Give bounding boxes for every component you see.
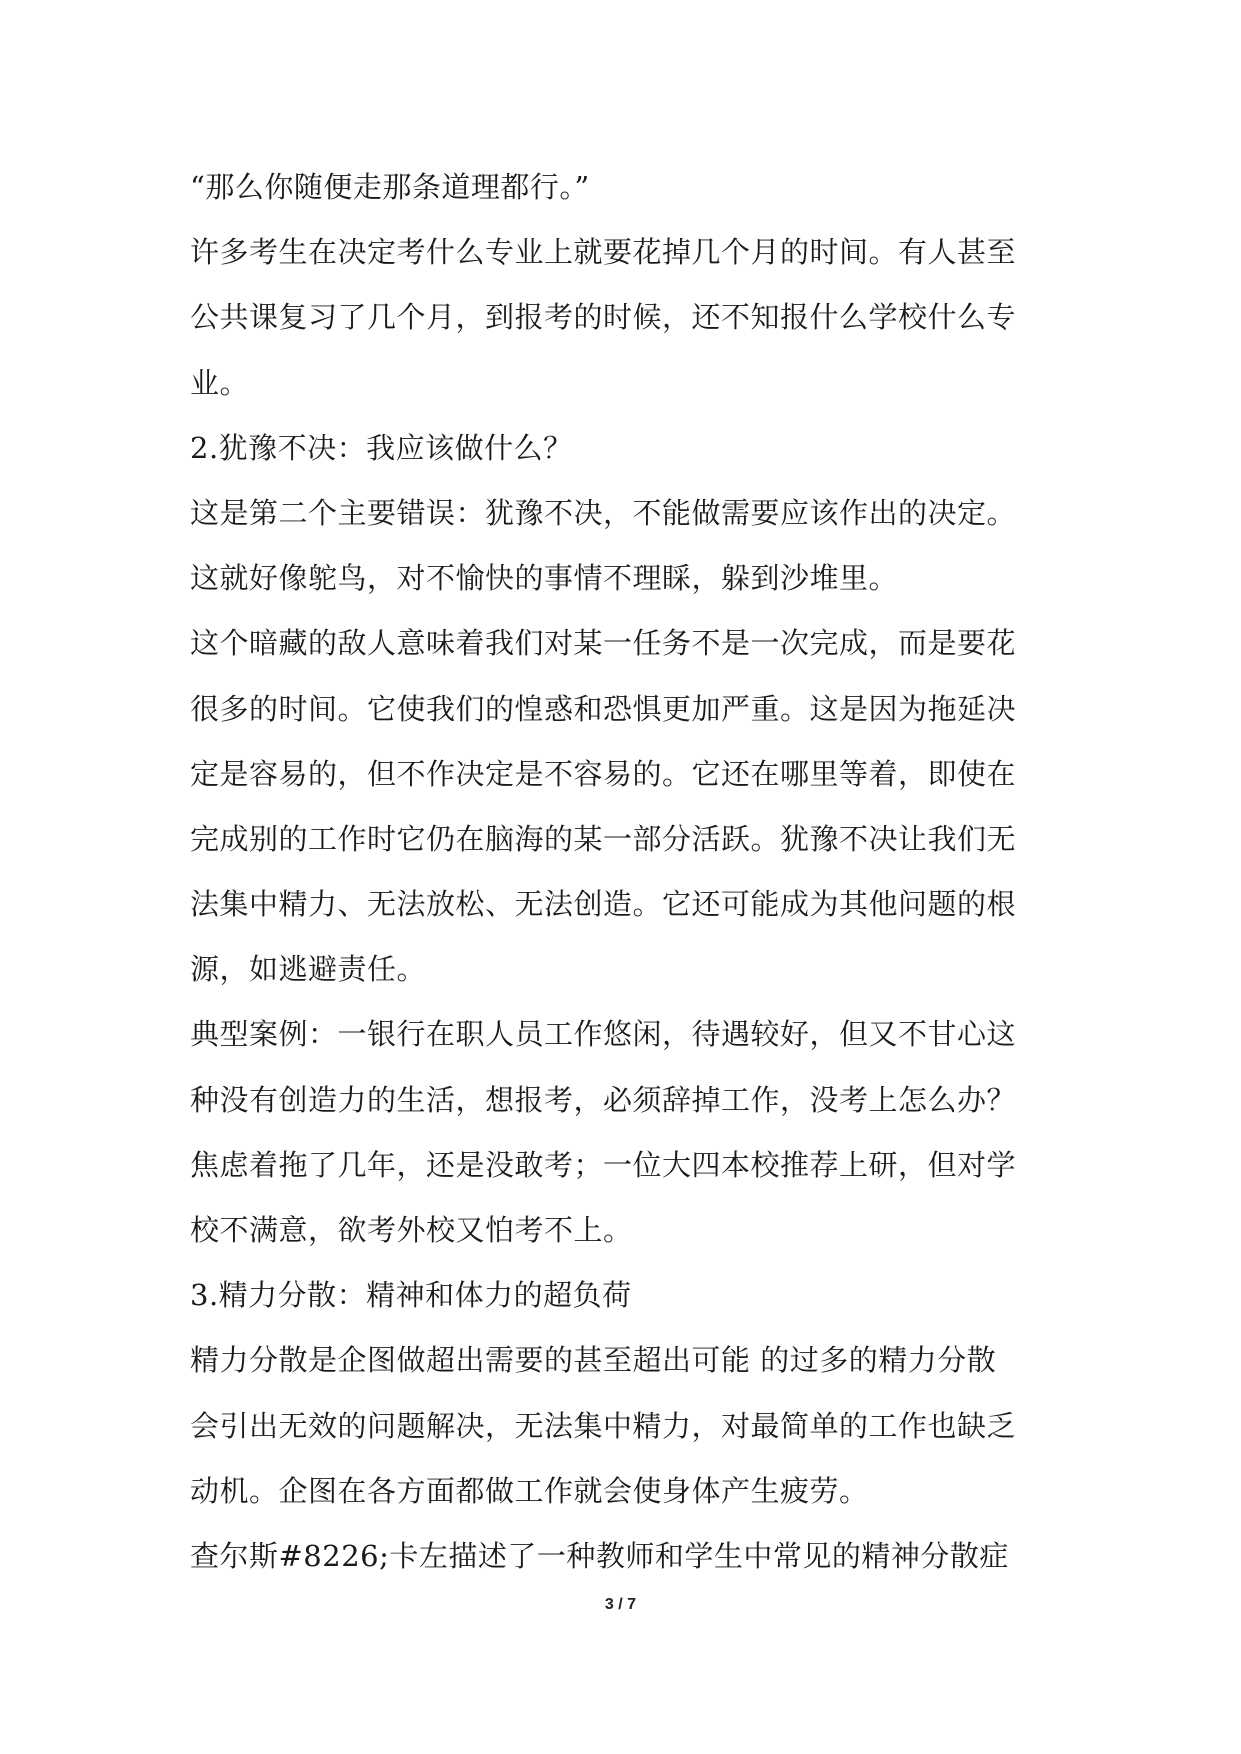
text-line: 源，如逃避责任。 [190, 952, 427, 987]
text-line: 查尔斯#8226;卡左描述了一种教师和学生中常见的精神分散症 [190, 1538, 1009, 1573]
text-line: 公共课复习了几个月，到报考的时候，还不知报什么学校什么专 [190, 300, 1017, 335]
text-line: 这是第二个主要错误：犹豫不决，不能做需要应该作出的决定。 [190, 495, 1017, 530]
text-line: 很多的时间。它使我们的惶惑和恐惧更加严重。这是因为拖延决 [190, 691, 1017, 726]
text-line: 种没有创造力的生活，想报考，必须辞掉工作，没考上怎么办？ [190, 1082, 1017, 1117]
text-line: 完成别的工作时它仍在脑海的某一部分活跃。犹豫不决让我们无 [190, 821, 1017, 856]
text-line: 精力分散是企图做超出需要的甚至超出可能 的过多的精力分散 [190, 1343, 997, 1378]
text-line: 动机。企图在各方面都做工作就会使身体产生疲劳。 [190, 1473, 869, 1508]
text-line: 定是容易的，但不作决定是不容易的。它还在哪里等着，即使在 [190, 756, 1017, 791]
text-line: 法集中精力、无法放松、无法创造。它还可能成为其他问题的根 [190, 887, 1017, 922]
text-line: 许多考生在决定考什么专业上就要花掉几个月的时间。有人甚至 [190, 235, 1017, 270]
text-line: 会引出无效的问题解决，无法集中精力，对最简单的工作也缺乏 [190, 1408, 1017, 1443]
body-text [190, 155, 1070, 1589]
text-line: 焦虑着拖了几年，还是没敢考；一位大四本校推荐上研，但对学 [190, 1147, 1017, 1182]
section-heading: 2.犹豫不决：我应该做什么？ [190, 430, 573, 465]
text-line: 这就好像鸵鸟，对不愉快的事情不理睬，躲到沙堆里。 [190, 561, 899, 596]
text-line: 校不满意，欲考外校又怕考不上。 [190, 1213, 633, 1247]
text-line: “那么你随便走那条道理都行。” [190, 170, 590, 204]
section-heading: 3.精力分散：精神和体力的超负荷 [190, 1278, 632, 1313]
page-number: 3 / 7 [604, 1596, 637, 1613]
text-line: 典型案例：一银行在职人员工作悠闲，待遇较好，但又不甘心这 [190, 1017, 1017, 1052]
text-line: 业。 [190, 365, 250, 400]
text-line: 这个暗藏的敌人意味着我们对某一任务不是一次完成，而是要花 [190, 626, 1017, 661]
